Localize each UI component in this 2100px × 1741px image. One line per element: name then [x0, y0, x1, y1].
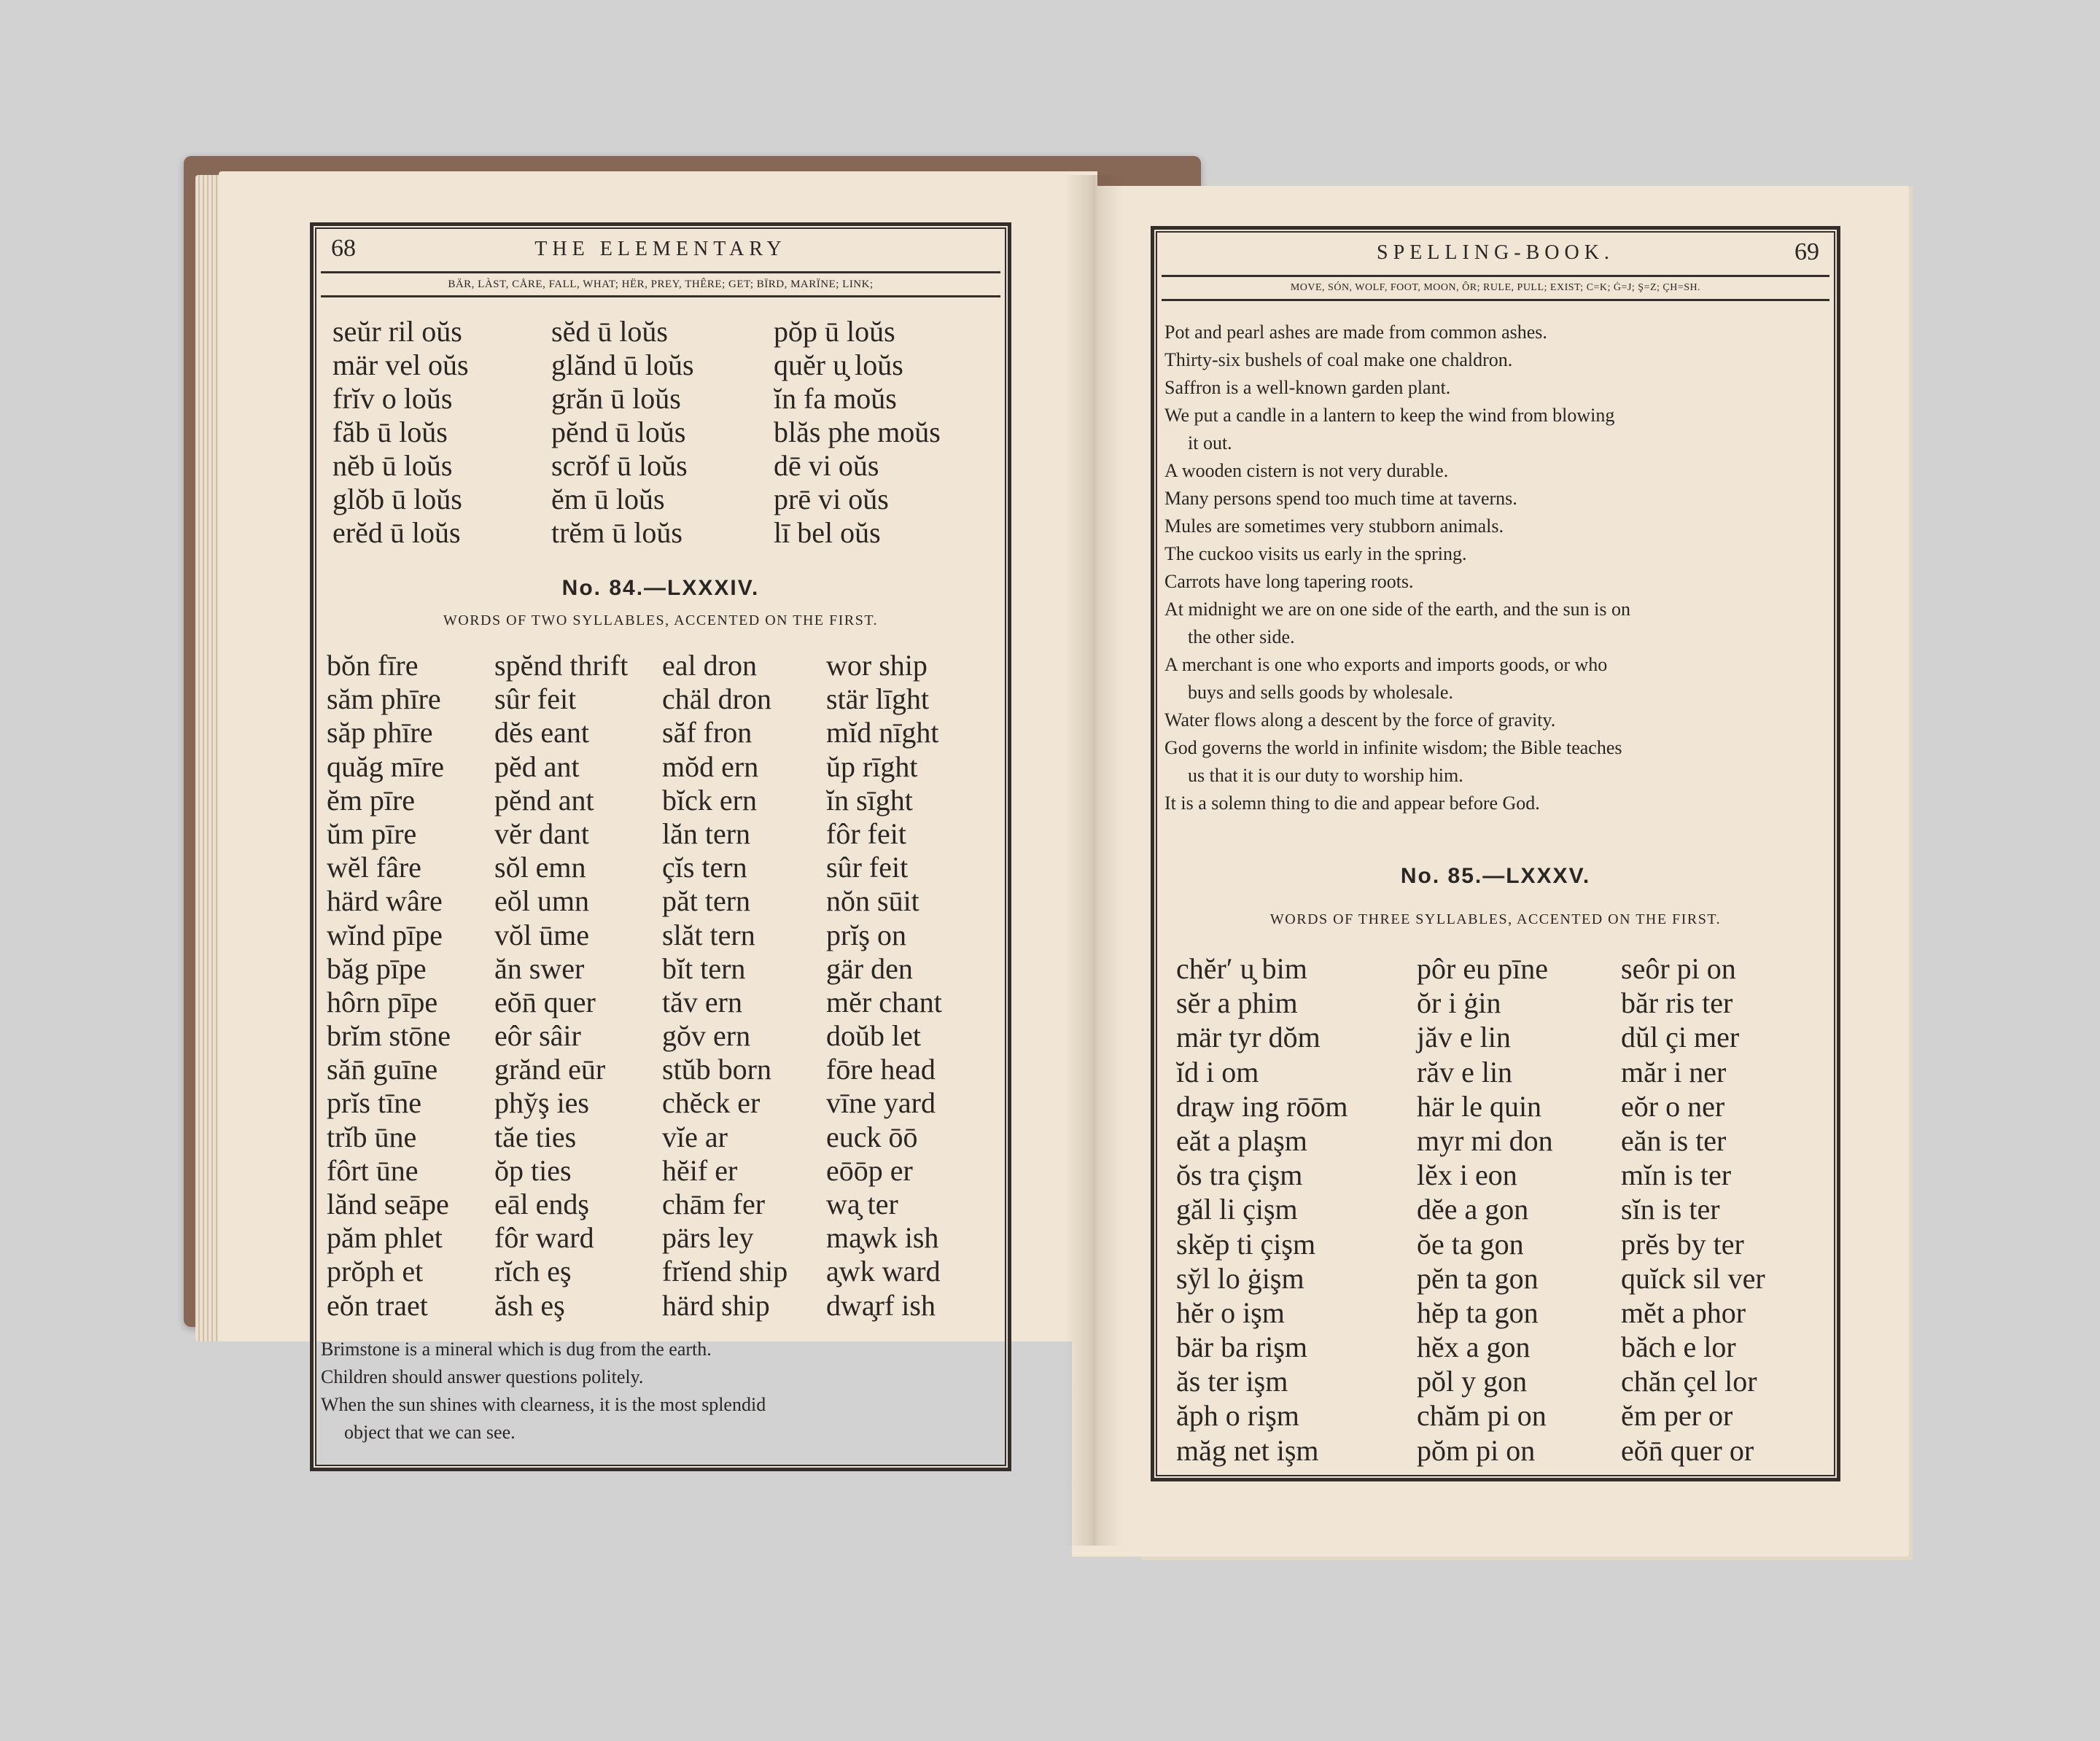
word-cell: gär den — [826, 951, 913, 985]
word-cell: eōōp er — [826, 1153, 913, 1187]
page-number: 68 — [331, 235, 356, 262]
top-word-list — [332, 315, 996, 550]
word-cell: skĕp ti çişm — [1176, 1227, 1316, 1261]
word-cell: quĭck sil ver — [1621, 1261, 1765, 1295]
word-cell: lăn tern — [662, 817, 751, 850]
word-cell: pŏl y gon — [1417, 1365, 1528, 1398]
word-cell: vŏl ūme — [494, 918, 589, 951]
word-cell: ăs ter işm — [1176, 1365, 1288, 1398]
word-cell: dŭl çi mer — [1621, 1021, 1740, 1054]
word-cell: ma̧wk ish — [826, 1221, 939, 1255]
sentence-line: Saffron is a well-known garden plant. — [1164, 377, 1451, 398]
word-cell: prē vi oŭs — [774, 483, 889, 515]
sentence-line: us that it is our duty to worship him. — [1188, 765, 1463, 786]
word-cell: stär līght — [826, 682, 930, 716]
word-cell: fôr ward — [494, 1221, 594, 1255]
word-cell: vĕr dant — [494, 817, 589, 850]
sentence-line: A merchant is one who exports and imports goods, or who — [1164, 654, 1608, 675]
word-cell: glănd ū loŭs — [551, 348, 694, 381]
sentence-line: Thirty-six bushels of coal make one chaldron. — [1164, 349, 1513, 370]
word-cell: eŏl umn — [494, 884, 589, 918]
sentence-list — [321, 1336, 992, 1446]
word-cell: nĕb ū loŭs — [332, 449, 453, 482]
word-cell: mĭn is ter — [1621, 1158, 1732, 1192]
page-number: 69 — [1794, 238, 1819, 265]
word-cell: nŏn sūit — [826, 884, 919, 918]
word-cell: fôr feit — [826, 817, 906, 850]
sentence-line: Pot and pearl ashes are made from common ashes. — [1164, 322, 1547, 343]
word-cell: mŏd ern — [662, 749, 759, 783]
word-cell: pärs ley — [662, 1221, 754, 1255]
word-cell: chĕr′ u̧ bim — [1176, 952, 1307, 985]
word-cell: här le quin — [1417, 1089, 1542, 1123]
word-cell: sûr feit — [494, 682, 577, 716]
word-cell: hĕr o işm — [1176, 1296, 1285, 1329]
pronunciation-key: BÄR, LÀST, CÅRE, FALL, WHAT; HËR, PREY, THÊRE; GET; BÏRD, MARÏNE; LINK; — [321, 271, 1000, 297]
running-title: SPELLING-BOOK. — [1377, 241, 1614, 264]
sentence-line: It is a solemn thing to die and appear before God. — [1164, 792, 1540, 814]
word-cell: eŏn traet — [327, 1288, 428, 1322]
word-cell: vĭe ar — [662, 1120, 728, 1153]
word-cell: ŭm pīre — [327, 817, 417, 850]
word-cell: păm phlet — [327, 1221, 443, 1255]
word-cell: ăn swer — [494, 951, 585, 985]
word-cell: chām fer — [662, 1188, 766, 1220]
word-cell: ŭp rīght — [826, 749, 918, 783]
sentence-line: We put a candle in a lantern to keep the wind from blowing — [1164, 405, 1615, 426]
word-cell: eăn is ter — [1621, 1123, 1727, 1157]
word-cell: mär tyr dŏm — [1176, 1021, 1321, 1054]
sentence-line: Brimstone is a mineral which is dug from the earth. — [321, 1339, 712, 1360]
word-cell: ŏe ta gon — [1417, 1227, 1524, 1261]
word-cell: eŏr o ner — [1621, 1089, 1725, 1123]
word-cell: brĭm stōne — [327, 1019, 451, 1053]
word-cell: lănd seāpe — [327, 1188, 449, 1220]
word-cell: pŏp ū loŭs — [774, 315, 895, 348]
word-cell: rĭch eş — [494, 1255, 572, 1288]
word-cell: erĕd ū loŭs — [332, 516, 461, 549]
word-cell: pĕnd ant — [494, 783, 594, 817]
word-cell: trĭb ūne — [327, 1120, 417, 1153]
word-cell: prŏph et — [327, 1255, 424, 1288]
word-cell: seŭr ril oŭs — [332, 315, 462, 348]
word-cell: bŏn fīre — [327, 649, 419, 682]
word-cell: chĕck er — [662, 1086, 761, 1120]
word-cell: sy̆l lo ġişm — [1176, 1261, 1304, 1295]
word-cell: răv e lin — [1417, 1055, 1513, 1088]
word-cell: ĭn fa moŭs — [774, 382, 897, 415]
word-cell: glŏb ū loŭs — [332, 483, 462, 515]
word-cell: băch e lor — [1621, 1331, 1736, 1364]
word-cell: lĕx i eon — [1417, 1158, 1517, 1192]
word-cell: săp phīre — [327, 716, 433, 749]
word-cell: ŏp ties — [494, 1153, 572, 1187]
word-table — [1176, 951, 1818, 1468]
word-cell: frĭv o loŭs — [332, 382, 453, 415]
lesson-heading: No. 85.—LXXXV. — [1400, 864, 1591, 888]
word-cell: eôr sâir — [494, 1019, 581, 1053]
word-cell: ŏs tra çişm — [1176, 1158, 1303, 1192]
word-cell: bär ba rişm — [1176, 1331, 1307, 1364]
word-cell: eŏn̄ quer or — [1621, 1433, 1754, 1467]
word-cell: ăph o rişm — [1176, 1399, 1299, 1433]
word-cell: myr mi don — [1417, 1123, 1553, 1157]
word-cell: băr ris ter — [1621, 986, 1733, 1020]
word-cell: bĭt tern — [662, 951, 746, 985]
word-cell: sûr feit — [826, 851, 909, 884]
word-cell: băg pīpe — [327, 951, 427, 985]
sentence-line: A wooden cistern is not very durable. — [1164, 460, 1449, 481]
word-cell: dra̧w ing rōōm — [1176, 1089, 1348, 1123]
word-cell: ŏr i ġin — [1417, 986, 1501, 1020]
word-cell: sĕr a phim — [1176, 986, 1298, 1020]
word-cell: chăn çel lor — [1621, 1365, 1757, 1398]
word-cell: grăn ū loŭs — [551, 382, 681, 415]
right-page-frame — [1151, 226, 1840, 1481]
word-cell: găl li çişm — [1176, 1193, 1298, 1226]
word-cell: quăg mīre — [327, 749, 445, 783]
word-cell: tăe ties — [494, 1120, 577, 1153]
lesson-heading: No. 84.—LXXXIV. — [561, 576, 760, 600]
word-cell: gŏv ern — [662, 1019, 751, 1053]
word-cell: trĕm ū loŭs — [551, 516, 682, 549]
word-cell: härd ship — [662, 1288, 770, 1322]
sentence-line: At midnight we are on one side of the earth, and the sun is on — [1164, 599, 1631, 620]
word-cell: frĭend ship — [662, 1255, 788, 1288]
word-cell: phy̆ş ies — [494, 1086, 589, 1120]
word-cell: wor ship — [826, 649, 928, 682]
word-cell: dē vi oŭs — [774, 449, 879, 482]
word-cell: vīne yard — [826, 1086, 936, 1120]
word-table — [327, 649, 998, 1323]
word-cell: ĕm ū loŭs — [551, 483, 665, 515]
word-cell: slăt tern — [662, 918, 755, 951]
word-cell: wa̧ ter — [826, 1188, 898, 1220]
word-cell: ĭn sīght — [826, 783, 913, 817]
word-cell: a̧wk ward — [826, 1255, 941, 1288]
sentence-line: The cuckoo visits us early in the spring. — [1164, 543, 1467, 564]
lesson-subheading: WORDS OF TWO SYLLABLES, ACCENTED ON THE FIRST. — [443, 612, 879, 628]
word-cell: wĕl fâre — [327, 851, 421, 884]
word-cell: sŏl emn — [494, 851, 586, 884]
word-cell: ĕm per or — [1621, 1399, 1733, 1433]
word-cell: quĕr u̧ loŭs — [774, 348, 903, 381]
word-cell: săn̄ guīne — [327, 1053, 438, 1086]
word-cell: eăt a plaşm — [1176, 1123, 1307, 1157]
word-cell: măg net işm — [1176, 1433, 1319, 1467]
sentence-line: the other side. — [1188, 626, 1295, 647]
sentence-line: Children should answer questions politely. — [321, 1366, 644, 1387]
word-cell: tăv ern — [662, 985, 742, 1018]
word-cell: grănd eūr — [494, 1053, 606, 1086]
word-cell: chäl dron — [662, 682, 771, 716]
sentence-line: Many persons spend too much time at taverns. — [1164, 488, 1517, 509]
lesson-subheading: WORDS OF THREE SYLLABLES, ACCENTED ON THE FIRST. — [1269, 911, 1722, 927]
word-cell: pĕd ant — [494, 749, 580, 783]
word-cell: ĕm pīre — [327, 783, 416, 817]
word-cell: stŭb born — [662, 1053, 771, 1086]
sentence-line: buys and sells goods by wholesale. — [1188, 682, 1453, 703]
word-cell: pĕnd ū loŭs — [551, 416, 686, 448]
word-cell: çĭs tern — [662, 851, 747, 884]
word-cell: doŭb let — [826, 1019, 921, 1053]
word-cell: săf fron — [662, 716, 752, 749]
book-gutter — [1065, 175, 1123, 1546]
word-cell: hĕif er — [662, 1153, 738, 1187]
sentence-line: Mules are sometimes very stubborn animals. — [1164, 515, 1504, 537]
word-cell: hĕp ta gon — [1417, 1296, 1539, 1329]
sentence-line: it out. — [1188, 432, 1232, 453]
word-cell: scrŏf ū loŭs — [551, 449, 688, 482]
pronunciation-key: MOVE, SÓN, WOLF, FOOT, MOON, ÔR; RULE, PULL; EXIST; C=K; Ġ=J; Ş=Z; ÇH=SH. — [1162, 275, 1829, 301]
word-cell: sĕd ū loŭs — [551, 315, 668, 348]
word-cell: dĕs eant — [494, 716, 589, 749]
sentence-line: Carrots have long tapering roots. — [1164, 571, 1414, 592]
word-cell: măr i ner — [1621, 1055, 1727, 1088]
word-cell: jăv e lin — [1417, 1021, 1511, 1054]
word-cell: eāl endş — [494, 1188, 589, 1220]
word-cell: blăs phe moŭs — [774, 416, 941, 448]
sentence-list — [1164, 319, 1821, 817]
word-cell: mĭd nīght — [826, 716, 939, 749]
word-cell: eŏn̄ quer — [494, 985, 596, 1018]
word-cell: hĕx a gon — [1417, 1331, 1531, 1364]
word-cell: pĕn ta gon — [1417, 1261, 1539, 1295]
word-cell: dĕe a gon — [1417, 1193, 1529, 1226]
word-cell: ĭd i om — [1176, 1055, 1259, 1088]
word-cell: pŏm pi on — [1417, 1433, 1536, 1467]
word-cell: eal dron — [662, 649, 757, 682]
word-cell: mĕr chant — [826, 985, 942, 1018]
sentence-line: God governs the world in infinite wisdom; the Bible teaches — [1164, 737, 1622, 758]
word-cell: lī bel oŭs — [774, 516, 881, 549]
sentence-line: Water flows along a descent by the force of gravity. — [1164, 709, 1556, 731]
word-cell: chăm pi on — [1417, 1399, 1547, 1433]
word-cell: euck ōō — [826, 1120, 918, 1153]
word-cell: hôrn pīpe — [327, 985, 438, 1018]
word-cell: härd wâre — [327, 884, 443, 918]
word-cell: sĭn is ter — [1621, 1193, 1720, 1226]
word-cell: dwa̧rf ish — [826, 1288, 936, 1322]
sentence-line: object that we can see. — [344, 1422, 516, 1443]
word-cell: fōre head — [826, 1053, 936, 1086]
word-cell: wĭnd pīpe — [327, 918, 443, 951]
word-cell: fôrt ūne — [327, 1153, 419, 1187]
word-cell: mĕt a phor — [1621, 1296, 1746, 1329]
sentence-line: When the sun shines with clearness, it is the most splendid — [321, 1394, 766, 1415]
word-cell: mär vel oŭs — [332, 348, 469, 381]
word-cell: spĕnd thrift — [494, 649, 629, 682]
word-cell: prĭs tīne — [327, 1086, 421, 1120]
word-cell: seôr pi on — [1621, 952, 1736, 985]
word-cell: bĭck ern — [662, 783, 757, 817]
word-cell: făb ū loŭs — [332, 416, 448, 448]
word-cell: săm phīre — [327, 682, 441, 716]
word-cell: prĕs by ter — [1621, 1227, 1744, 1261]
word-cell: prĭş on — [826, 918, 906, 951]
word-cell: ăsh eş — [494, 1288, 565, 1322]
running-title: THE ELEMENTARY — [534, 238, 787, 260]
left-page-frame — [310, 222, 1011, 1471]
word-cell: păt tern — [662, 884, 751, 918]
word-cell: pôr eu pīne — [1417, 952, 1548, 985]
